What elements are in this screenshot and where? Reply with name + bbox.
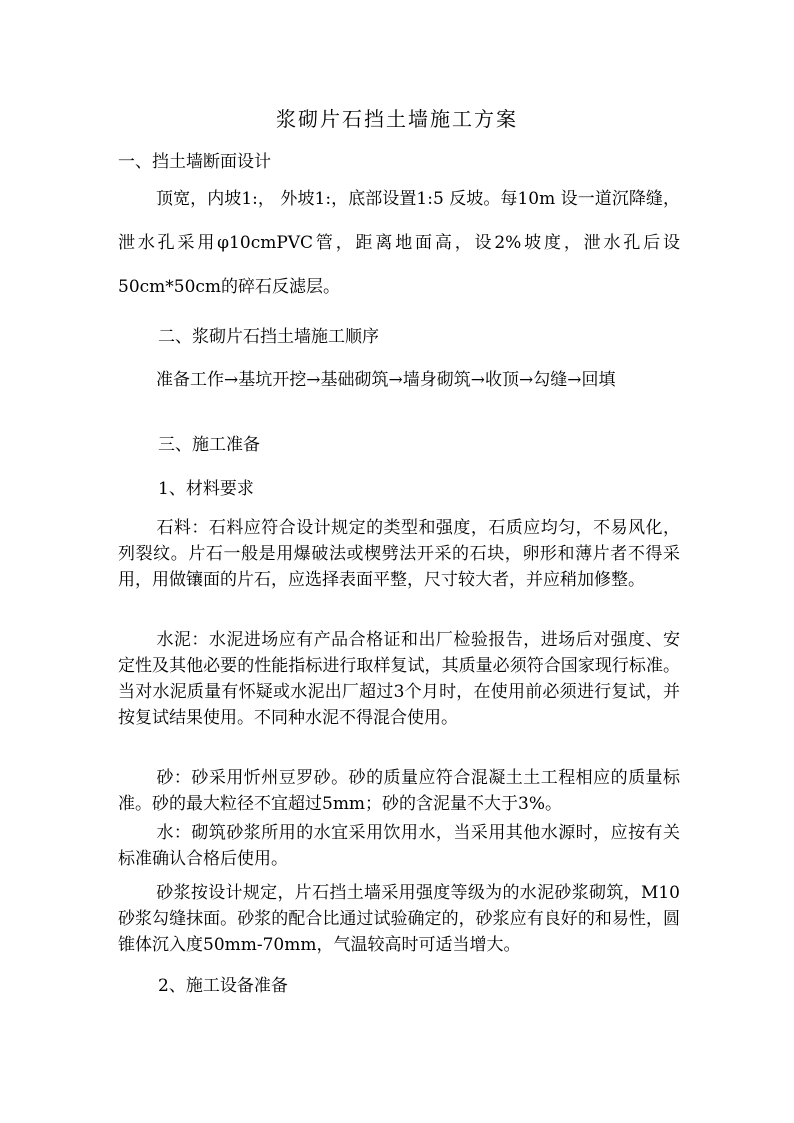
subsection-materials-heading: 1、材料要求 — [158, 479, 254, 499]
sand-text: 砂：砂采用忻州豆罗砂。砂的质量应符合混凝土土工程相应的质量标准。砂的最大粒径不宜超过5mm；砂的含泥量不大于3%。 — [118, 768, 680, 814]
section-2-text: 准备工作→基坑开挖→基础砌筑→墙身砌筑→收顶→勾缝→回填 — [156, 370, 616, 390]
section-3-heading: 三、施工准备 — [158, 435, 260, 455]
document-title: 浆砌片石挡土墙施工方案 — [276, 107, 518, 131]
mortar-text: 砂浆按设计规定，片石挡土墙采用强度等级为的水泥砂浆砌筑，M10砂浆勾缝抹面。砂浆的配合比通过试验确定的，砂浆应有良好的和易性，圆锥体沉入度50mm-70mm，气温较高时可适当增大。 — [118, 883, 680, 955]
section-1-body — [118, 177, 680, 309]
section-2-heading: 二、浆砌片石挡土墙施工顺序 — [158, 327, 379, 347]
section-2-body — [118, 367, 680, 393]
section-1-heading: 一、挡土墙断面设计 — [118, 152, 271, 172]
cement-paragraph — [118, 627, 680, 731]
water-text: 水：砌筑砂浆所用的水宜采用饮用水，当采用其他水源时，应按有关标准确认合格后使用。 — [118, 823, 680, 869]
water-paragraph — [118, 820, 680, 872]
stone-paragraph — [118, 515, 680, 593]
section-1-text: 顶宽，内坡1:， 外坡1:，底部设置1:5 反坡。每10m 设一道沉降缝，泄水孔采用φ10cmPVC管，距离地面高，设2%坡度，泄水孔后设50cm*50cm的碎石反滤层。 — [118, 189, 680, 297]
sand-paragraph — [118, 765, 680, 817]
subsection-equipment-heading: 2、施工设备准备 — [158, 976, 288, 996]
cement-text: 水泥：水泥进场应有产品合格证和出厂检验报告，进场后对强度、安定性及其他必要的性能指标进行取样复试，其质量必须符合国家现行标准。当对水泥质量有怀疑或水泥出厂超过3个月时，在使用前必须进行复试，并按复试结果使用。不同种水泥不得混合使用。 — [118, 630, 680, 728]
stone-text: 石料：石料应符合设计规定的类型和强度，石质应均匀，不易风化，列裂纹。片石一般是用爆破法或楔劈法开采的石块，卵形和薄片者不得采用，用做镶面的片石，应选择表面平整，尺寸较大者，并应稍加修整。 — [118, 518, 680, 590]
mortar-paragraph — [118, 880, 680, 958]
